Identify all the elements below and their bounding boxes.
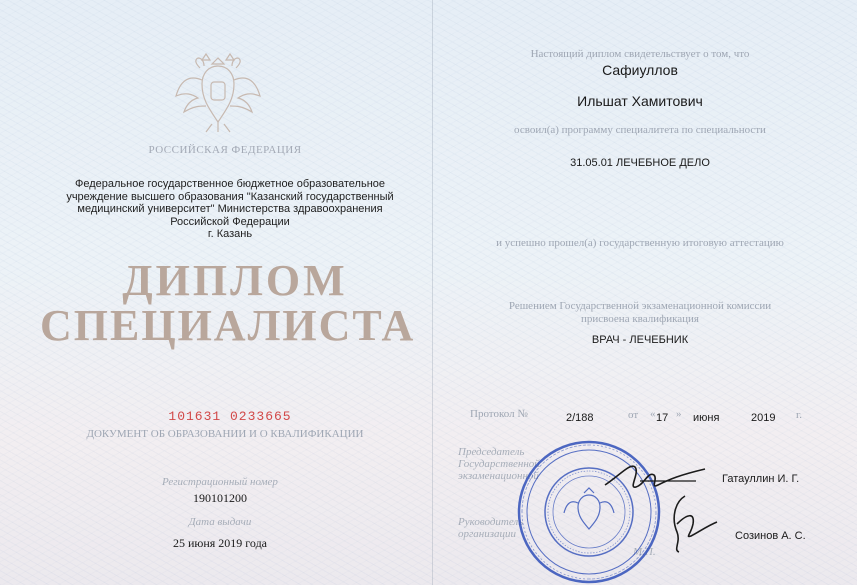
protocol-number: 2/188 xyxy=(566,412,594,424)
protocol-year: 2019 xyxy=(751,412,776,424)
protocol-month: июня xyxy=(693,412,720,424)
org-line: медицинский университет" Министерства здравоохранения xyxy=(77,203,383,215)
chair-line: Председатель xyxy=(458,446,525,458)
decision-text: Решением Государственной экзаменационной комиссии xyxy=(508,300,772,312)
diploma-title: ДИПЛОМ xyxy=(122,256,348,305)
certifies-text: Настоящий диплом свидетельствует о том, что xyxy=(530,48,750,60)
stamp-place-label: М.П. xyxy=(633,546,656,558)
from-label: от xyxy=(628,409,639,421)
protocol-day: 17 xyxy=(656,412,669,424)
attestation-text: и успешно прошел(а) государственную итоговую аттестацию xyxy=(496,237,784,249)
specialty: 31.05.01 ЛЕЧЕБНОЕ ДЕЛО xyxy=(570,157,710,169)
graduate-name: Ильшат Хамитович xyxy=(577,93,703,109)
head-name: Созинов А. С. xyxy=(735,530,806,542)
issue-date-label: Дата выдачи xyxy=(188,516,252,528)
serial-number: 101631 0233665 xyxy=(168,409,292,424)
organization-name xyxy=(55,178,405,241)
diploma-subtitle: СПЕЦИАЛИСТА xyxy=(40,301,416,350)
decision-text-2: присвоена квалификация xyxy=(581,313,699,325)
head-line: Руководитель xyxy=(458,516,524,528)
head-line: организации xyxy=(458,528,517,540)
org-line: Российской Федерации xyxy=(170,215,290,228)
chair-line: экзаменационной xyxy=(458,470,539,482)
org-line: Федеральное государственное бюджетное образовательное xyxy=(74,178,386,190)
quote-close: » xyxy=(676,408,682,420)
head-signature-icon xyxy=(655,488,725,558)
issue-date: 25 июня 2019 года xyxy=(172,536,268,550)
registration-number: 190101200 xyxy=(193,491,247,505)
year-suffix: г. xyxy=(796,409,803,421)
country-label: РОССИЙСКАЯ ФЕДЕРАЦИЯ xyxy=(148,144,302,156)
document-caption: ДОКУМЕНТ ОБ ОБРАЗОВАНИИ И О КВАЛИФИКАЦИИ xyxy=(86,428,364,440)
mastered-text: освоил(а) программу специалитета по специальности xyxy=(514,124,766,136)
qualification: ВРАЧ - ЛЕЧЕБНИК xyxy=(591,334,689,346)
quote-open: « xyxy=(650,408,656,420)
chair-line: Государственной xyxy=(458,458,540,470)
chair-name: Гатауллин И. Г. xyxy=(722,473,800,485)
org-line: учреждение высшего образования "Казанский государственный xyxy=(66,190,394,203)
org-line: г. Казань xyxy=(207,228,253,240)
graduate-surname: Сафиуллов xyxy=(602,62,678,78)
protocol-label: Протокол № xyxy=(470,408,528,420)
coat-of-arms-icon xyxy=(168,40,268,140)
page-fold xyxy=(432,0,433,585)
registration-label: Регистрационный номер xyxy=(162,476,278,488)
